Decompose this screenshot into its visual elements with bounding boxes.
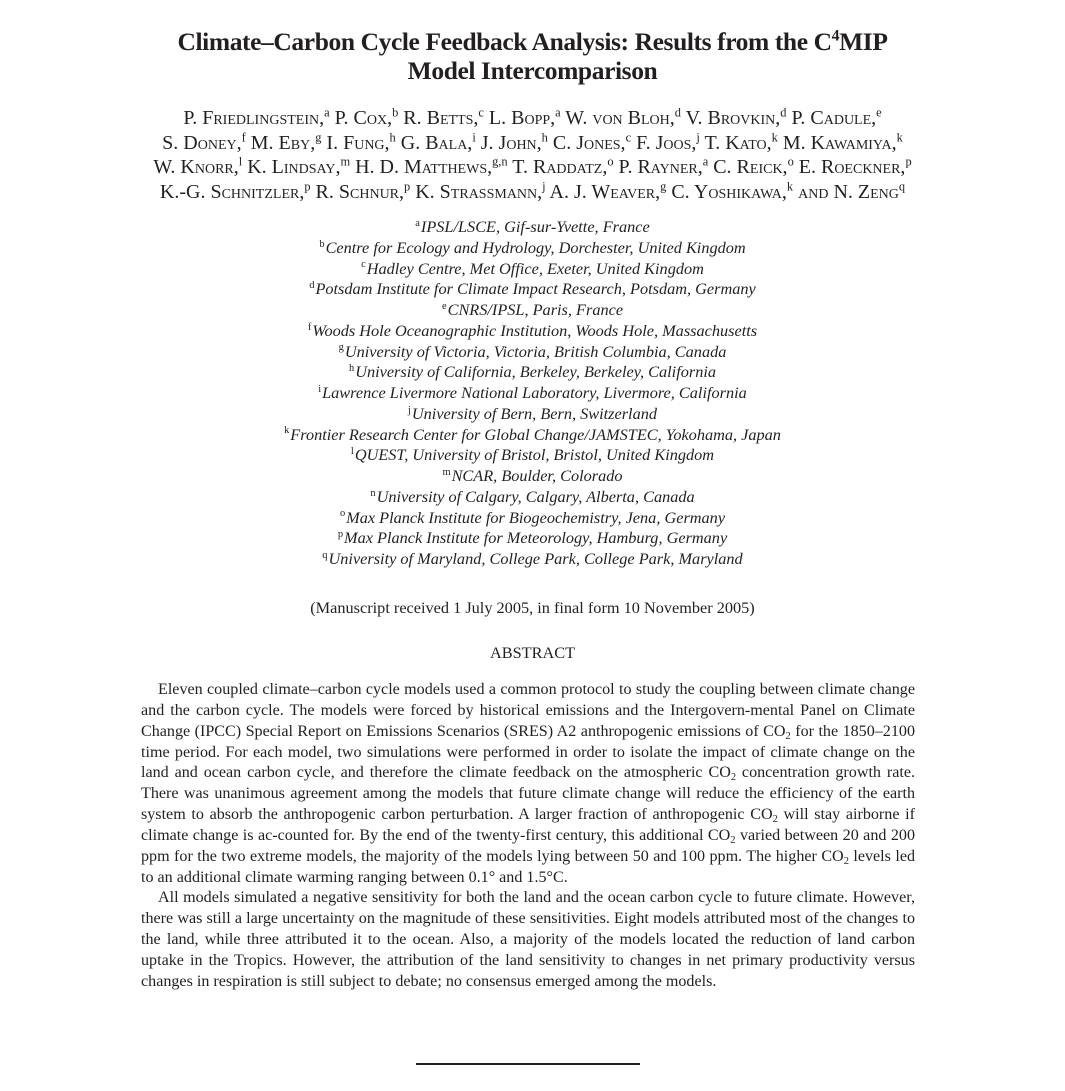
abstract-text: for the 1850–2100 time period. For each model, two simulations were performed in order to isolate the impact of climate change on the land and ocean carbon cycle, and therefore the climate feedback on the atmospheric CO xyxy=(141,722,915,782)
affiliation xyxy=(0,279,1065,300)
affiliation-key: j xyxy=(408,404,411,416)
affiliation-text: University of Victoria, Victoria, British Columbia, Canada xyxy=(344,341,727,361)
affiliation-key: h xyxy=(348,363,355,374)
affiliation-text: NCAR, Boulder, Colorado xyxy=(451,466,623,485)
affiliation-key: i xyxy=(318,383,322,395)
author-affiliation-mark: l xyxy=(238,154,243,169)
author-name: P. Friedlingstein, xyxy=(183,107,325,129)
affiliation xyxy=(0,466,1065,487)
paper-title xyxy=(0,27,1065,85)
author-affiliation-mark: c xyxy=(625,130,632,145)
author-name: P. Cox, xyxy=(334,107,393,129)
affiliation xyxy=(0,528,1065,549)
author-name: M. Kawamiya, xyxy=(782,131,897,154)
affiliation-text: Centre for Ecology and Hydrology, Dorchester, United Kingdom xyxy=(325,237,746,257)
subscript: 2 xyxy=(730,835,736,847)
affiliation-text: University of Maryland, College Park, College Park, Maryland xyxy=(328,549,743,568)
manuscript-received: (Manuscript received 1 July 2005, in final form 10 November 2005) xyxy=(310,598,755,617)
affiliation-text: Frontier Research Center for Global Change/JAMSTEC, Yokohama, Japan xyxy=(290,424,781,444)
author-affiliation-mark: a xyxy=(324,105,330,120)
author-affiliation-mark: k xyxy=(786,179,794,194)
author-affiliation-mark: d xyxy=(780,105,787,120)
author-affiliation-mark: m xyxy=(340,154,351,169)
author-name: C. Yoshikawa, xyxy=(671,180,787,203)
affiliation-key: g xyxy=(338,342,344,354)
author-line xyxy=(0,106,1065,131)
author-affiliation-mark: e xyxy=(876,105,882,120)
author-affiliation-mark: g xyxy=(660,179,667,194)
author-affiliation-mark: a xyxy=(702,154,709,169)
author-affiliation-mark: i xyxy=(472,130,476,145)
affiliation-text: Max Planck Institute for Biogeochemistry, Jena, Germany xyxy=(346,507,726,527)
author-name: L. Bopp, xyxy=(488,107,556,129)
author-name: C. Reick, xyxy=(713,156,788,178)
affiliation-key: e xyxy=(441,300,447,312)
title-text-end: MIP xyxy=(839,27,888,56)
author-affiliation-mark: c xyxy=(478,105,484,120)
author-name: F. Joos, xyxy=(636,131,697,154)
author-affiliation-mark: p xyxy=(905,154,912,169)
affiliation-text: University of California, Berkeley, Berkeley, California xyxy=(355,362,717,382)
abstract-text: concentration growth rate. There was unanimous agreement among the models that future climate change will reduce the efficiency of the earth system to absorb the anthropogenic carbon perturbation. A larger fraction of anthropogenic CO xyxy=(141,764,915,824)
affiliation-key: q xyxy=(322,549,328,561)
abstract-text: varied between 20 and 200 ppm for the two extreme models, the majority of the models lying between 50 and 100 ppm. The higher CO xyxy=(141,826,915,865)
author-affiliation-mark: j xyxy=(542,179,546,194)
affiliation-key: p xyxy=(337,529,344,540)
abstract-text: Eleven coupled climate–carbon cycle models used a common protocol to study the coupling between climate change and the carbon cycle. The models were forced by historical emissions and the Intergovern-mental Panel on Climate Change (IPCC) Special Report on Emissions Scenarios (SRES) A2 anthropogenic emissions of CO xyxy=(141,681,915,740)
author-line xyxy=(0,131,1065,156)
author-affiliation-mark: o xyxy=(787,154,794,169)
affiliation-text: CNRS/IPSL, Paris, France xyxy=(447,300,624,319)
affiliation xyxy=(0,342,1065,363)
author-name: A. J. Weaver, xyxy=(549,180,661,203)
title-superscript: 4 xyxy=(831,27,840,45)
author-name: G. Bala, xyxy=(400,131,473,154)
affiliation-list xyxy=(0,217,1065,570)
affiliation-key: o xyxy=(339,508,346,520)
author-affiliation-mark: k xyxy=(771,130,778,145)
affiliation-text: Woods Hole Oceanographic Institution, Woods Hole, Massachusetts xyxy=(312,320,758,340)
author-affiliation-mark: o xyxy=(607,154,614,169)
affiliation-text: Lawrence Livermore National Laboratory, Livermore, California xyxy=(322,383,747,402)
author-affiliation-mark: d xyxy=(674,105,681,120)
author-name: S. Doney, xyxy=(162,131,242,154)
author-name: M. Eby, xyxy=(250,131,316,154)
affiliation xyxy=(0,508,1065,529)
section-divider xyxy=(416,1063,640,1065)
author-name: I. Fung, xyxy=(326,131,390,154)
affiliation xyxy=(0,487,1065,508)
author-affiliation-mark: p xyxy=(404,179,411,194)
author-name: W. Knorr, xyxy=(153,156,239,178)
author-name: H. D. Matthews, xyxy=(355,156,493,178)
affiliation-text: University of Bern, Bern, Switzerland xyxy=(411,403,657,423)
author-name: W. von Bloh, xyxy=(565,107,675,129)
abstract-text: levels led to an additional climate warming ranging between 0.1° and 1.5°C. xyxy=(141,847,916,886)
author-name: K. Lindsay, xyxy=(247,156,341,178)
author-name: R. Betts, xyxy=(403,107,479,129)
affiliation xyxy=(0,321,1065,342)
author-name: C. Jones, xyxy=(552,131,626,154)
author-name: P. Cadule, xyxy=(791,107,877,129)
author-affiliation-mark: g xyxy=(315,130,322,145)
subscript: 2 xyxy=(785,730,791,742)
abstract-text: All models simulated a negative sensitivity for both the land and the ocean carbon cycle to future climate. However, there was still a large uncertainty on the magnitude of these sensitivities. Eight models attributed most of the changes to the land, while three attributed it to the ocean. Also, a majority of the models located the reduction of land carbon uptake in the Tropics. However, the attribution of the land sensitivity to changes in net primary productivity versus changes in respiration is still subject to debate; no consensus emerged among the models. xyxy=(141,889,915,990)
affiliation-text: University of Calgary, Calgary, Alberta, Canada xyxy=(376,486,695,506)
affiliation-text: IPSL/LSCE, Gif-sur-Yvette, France xyxy=(420,217,650,236)
subscript: 2 xyxy=(730,772,737,784)
affiliation-key: d xyxy=(309,280,315,291)
subscript: 2 xyxy=(843,855,849,867)
author-name: V. Brovkin, xyxy=(685,107,781,129)
subscript: 2 xyxy=(772,814,778,826)
affiliation xyxy=(0,259,1065,280)
title-line-1 xyxy=(0,27,1065,56)
author-list xyxy=(0,106,1065,204)
author-name: R. Schnur, xyxy=(315,180,405,203)
affiliation-text: QUEST, University of Bristol, Bristol, United Kingdom xyxy=(354,445,715,465)
author-name: K. Strassmann, xyxy=(415,180,543,203)
affiliation-key: c xyxy=(361,259,366,271)
author-name: K.-G. Schnitzler, xyxy=(159,180,305,203)
author-affiliation-mark: f xyxy=(241,130,246,145)
affiliation-key: n xyxy=(370,487,376,499)
author-affiliation-mark: k xyxy=(896,130,903,145)
affiliation-text: Hadley Centre, Met Office, Exeter, United Kingdom xyxy=(366,258,704,278)
affiliation xyxy=(0,300,1065,321)
author-affiliation-mark: b xyxy=(392,105,399,120)
abstract-text: will stay airborne if climate change is ac-counted for. By the end of the twenty-first century, this additional CO xyxy=(141,806,915,844)
author-affiliation-mark: p xyxy=(304,179,311,194)
author-line xyxy=(0,155,1065,180)
author-affiliation-mark: a xyxy=(555,105,561,120)
affiliation-key: k xyxy=(284,425,290,437)
affiliation-key: a xyxy=(415,217,420,229)
author-affiliation-mark: q xyxy=(898,179,906,194)
author-name: J. John, xyxy=(480,131,542,154)
author-affiliation-mark: h xyxy=(541,130,548,145)
affiliation-key: m xyxy=(442,466,451,478)
author-line xyxy=(0,180,1065,205)
author-affiliation-mark: j xyxy=(696,130,700,145)
abstract-body xyxy=(141,680,915,993)
affiliation-key: f xyxy=(307,321,312,333)
affiliation-text: Max Planck Institute for Meteorology, Hamburg, Germany xyxy=(344,528,728,548)
author-affiliation-mark: h xyxy=(389,130,396,145)
author-name: P. Rayner, xyxy=(618,156,703,178)
affiliation-key: l xyxy=(350,446,354,457)
author-affiliation-mark: g,n xyxy=(492,154,508,169)
affiliation xyxy=(0,217,1065,238)
abstract-paragraph xyxy=(141,680,915,888)
affiliation xyxy=(0,549,1065,570)
title-text: Climate–Carbon Cycle Feedback Analysis: Results from the C xyxy=(177,27,832,56)
author-name: T. Kato, xyxy=(704,131,772,154)
affiliation-text: Potsdam Institute for Climate Impact Research, Potsdam, Germany xyxy=(315,279,756,299)
author-name: and N. Zeng xyxy=(798,180,899,203)
author-name: E. Roeckner, xyxy=(798,156,906,178)
affiliation-key: b xyxy=(319,238,325,250)
affiliation xyxy=(0,362,1065,383)
affiliation xyxy=(0,383,1065,404)
affiliation xyxy=(0,238,1065,259)
abstract-heading: ABSTRACT xyxy=(489,643,576,662)
affiliation xyxy=(0,425,1065,446)
title-line-2: Model Intercomparison xyxy=(407,56,658,85)
affiliation xyxy=(0,445,1065,466)
abstract-paragraph xyxy=(141,888,915,992)
author-name: T. Raddatz, xyxy=(512,156,608,178)
affiliation xyxy=(0,404,1065,425)
